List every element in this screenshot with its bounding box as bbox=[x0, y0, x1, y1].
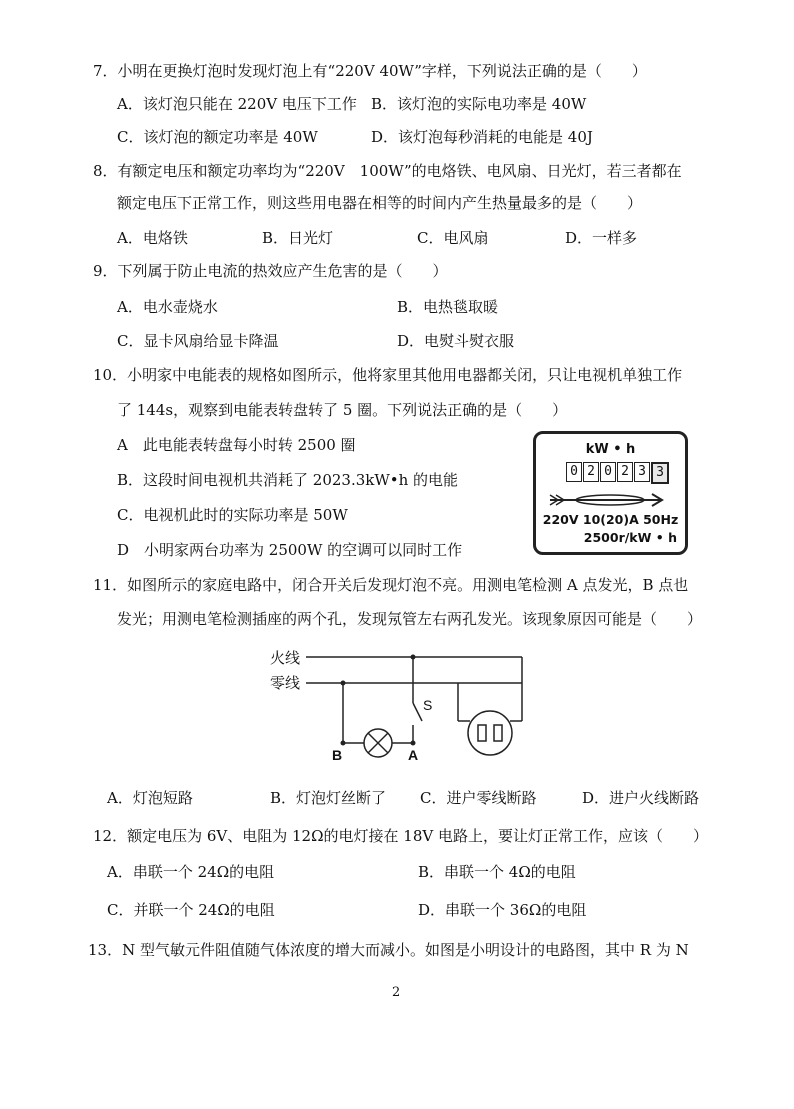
q10-option-c: C．电视机此时的实际功率是 50W bbox=[117, 506, 348, 524]
household-circuit-figure bbox=[268, 645, 528, 769]
q9-option-a: A．电水壶烧水 bbox=[117, 298, 218, 316]
meter-rating-label: 220V 10(20)A 50Hz bbox=[542, 512, 679, 527]
meter-revolution-constant: 2500r/kW • h bbox=[583, 530, 677, 545]
meter-decimal-digit: 3 bbox=[651, 462, 669, 484]
circuit-diagram bbox=[268, 645, 528, 765]
live-wire-label: 火线 bbox=[270, 649, 301, 667]
q8-option-c: C．电风扇 bbox=[417, 229, 489, 247]
meter-digit: 2 bbox=[583, 462, 599, 482]
point-a-label: A bbox=[408, 747, 419, 763]
q11-option-b: B．灯泡灯丝断了 bbox=[270, 789, 387, 807]
q7-option-c: C．该灯泡的额定功率是 40W bbox=[117, 128, 318, 146]
meter-unit-label: kW • h bbox=[585, 442, 636, 457]
question-10-stem-line-2: 了 144s，观察到电能表转盘转了 5 圈。下列说法正确的是（ ） bbox=[117, 401, 568, 419]
q12-option-a: A．串联一个 24Ω的电阻 bbox=[107, 863, 275, 881]
question-13-stem: 13．N 型气敏元件阻值随气体浓度的增大而减小。如图是小明设计的电路图，其中 R 为 N bbox=[88, 941, 689, 959]
meter-digit: 0 bbox=[600, 462, 616, 482]
question-11-stem-line-2: 发光；用测电笔检测插座的两个孔，发现氖管左右两孔发光。该现象原因可能是（ ） bbox=[117, 610, 703, 628]
question-10-stem-line-1: 10．小明家中电能表的规格如图所示，他将家里其他用电器都关闭，只让电视机单独工作 bbox=[93, 366, 683, 384]
meter-digit: 2 bbox=[617, 462, 633, 482]
q11-option-d: D．进户火线断路 bbox=[582, 789, 700, 807]
q9-option-d: D．电熨斗熨衣服 bbox=[397, 332, 515, 350]
meter-disc-arrow-icon bbox=[548, 490, 673, 510]
q9-option-b: B．电热毯取暖 bbox=[397, 298, 499, 316]
page-number: 2 bbox=[392, 985, 401, 1000]
q8-option-a: A．电烙铁 bbox=[117, 229, 188, 247]
question-8-stem-line-2: 额定电压下正常工作，则这些用电器在相等的时间内产生热量最多的是（ ） bbox=[117, 194, 643, 212]
meter-digit: 0 bbox=[566, 462, 582, 482]
q10-option-a: A 此电能表转盘每小时转 2500 圈 bbox=[117, 436, 356, 454]
q7-option-d: D．该灯泡每秒消耗的电能是 40J bbox=[371, 128, 593, 146]
question-11-stem-line-1: 11．如图所示的家庭电路中，闭合开关后发现灯泡不亮。用测电笔检测 A 点发光，B 点也 bbox=[93, 576, 689, 594]
q12-option-b: B．串联一个 4Ω的电阻 bbox=[418, 863, 576, 881]
q11-option-a: A．灯泡短路 bbox=[107, 789, 193, 807]
question-7-stem: 7．小明在更换灯泡时发现灯泡上有“220V 40W”字样，下列说法正确的是（ ） bbox=[93, 62, 647, 80]
q12-option-c: C．并联一个 24Ω的电阻 bbox=[107, 901, 275, 919]
question-9-stem: 9．下列属于防止电流的热效应产生危害的是（ ） bbox=[93, 262, 448, 280]
energy-meter-figure bbox=[533, 431, 688, 555]
neutral-wire-label: 零线 bbox=[270, 674, 301, 692]
question-8-stem-line-1: 8．有额定电压和额定功率均为“220V 100W”的电烙铁、电风扇、日光灯，若三者都在 bbox=[93, 162, 682, 180]
q7-option-b: B．该灯泡的实际电功率是 40W bbox=[371, 95, 587, 113]
switch-label: S bbox=[423, 697, 433, 713]
question-12-stem: 12．额定电压为 6V、电阻为 12Ω的电灯接在 18V 电路上，要让灯正常工作，应该（ ） bbox=[93, 827, 708, 845]
q11-option-c: C．进户零线断路 bbox=[420, 789, 537, 807]
q10-option-b: B．这段时间电视机共消耗了 2023.3kW•h 的电能 bbox=[117, 471, 459, 489]
q7-option-a: A．该灯泡只能在 220V 电压下工作 bbox=[117, 95, 357, 113]
meter-reading bbox=[566, 462, 670, 482]
point-b-label: B bbox=[332, 747, 343, 763]
q8-option-b: B．日光灯 bbox=[262, 229, 334, 247]
q10-option-d: D 小明家两台功率为 2500W 的空调可以同时工作 bbox=[117, 541, 463, 559]
meter-digit: 3 bbox=[634, 462, 650, 482]
q8-option-d: D．一样多 bbox=[565, 229, 638, 247]
q9-option-c: C．显卡风扇给显卡降温 bbox=[117, 332, 279, 350]
q12-option-d: D．串联一个 36Ω的电阻 bbox=[418, 901, 587, 919]
